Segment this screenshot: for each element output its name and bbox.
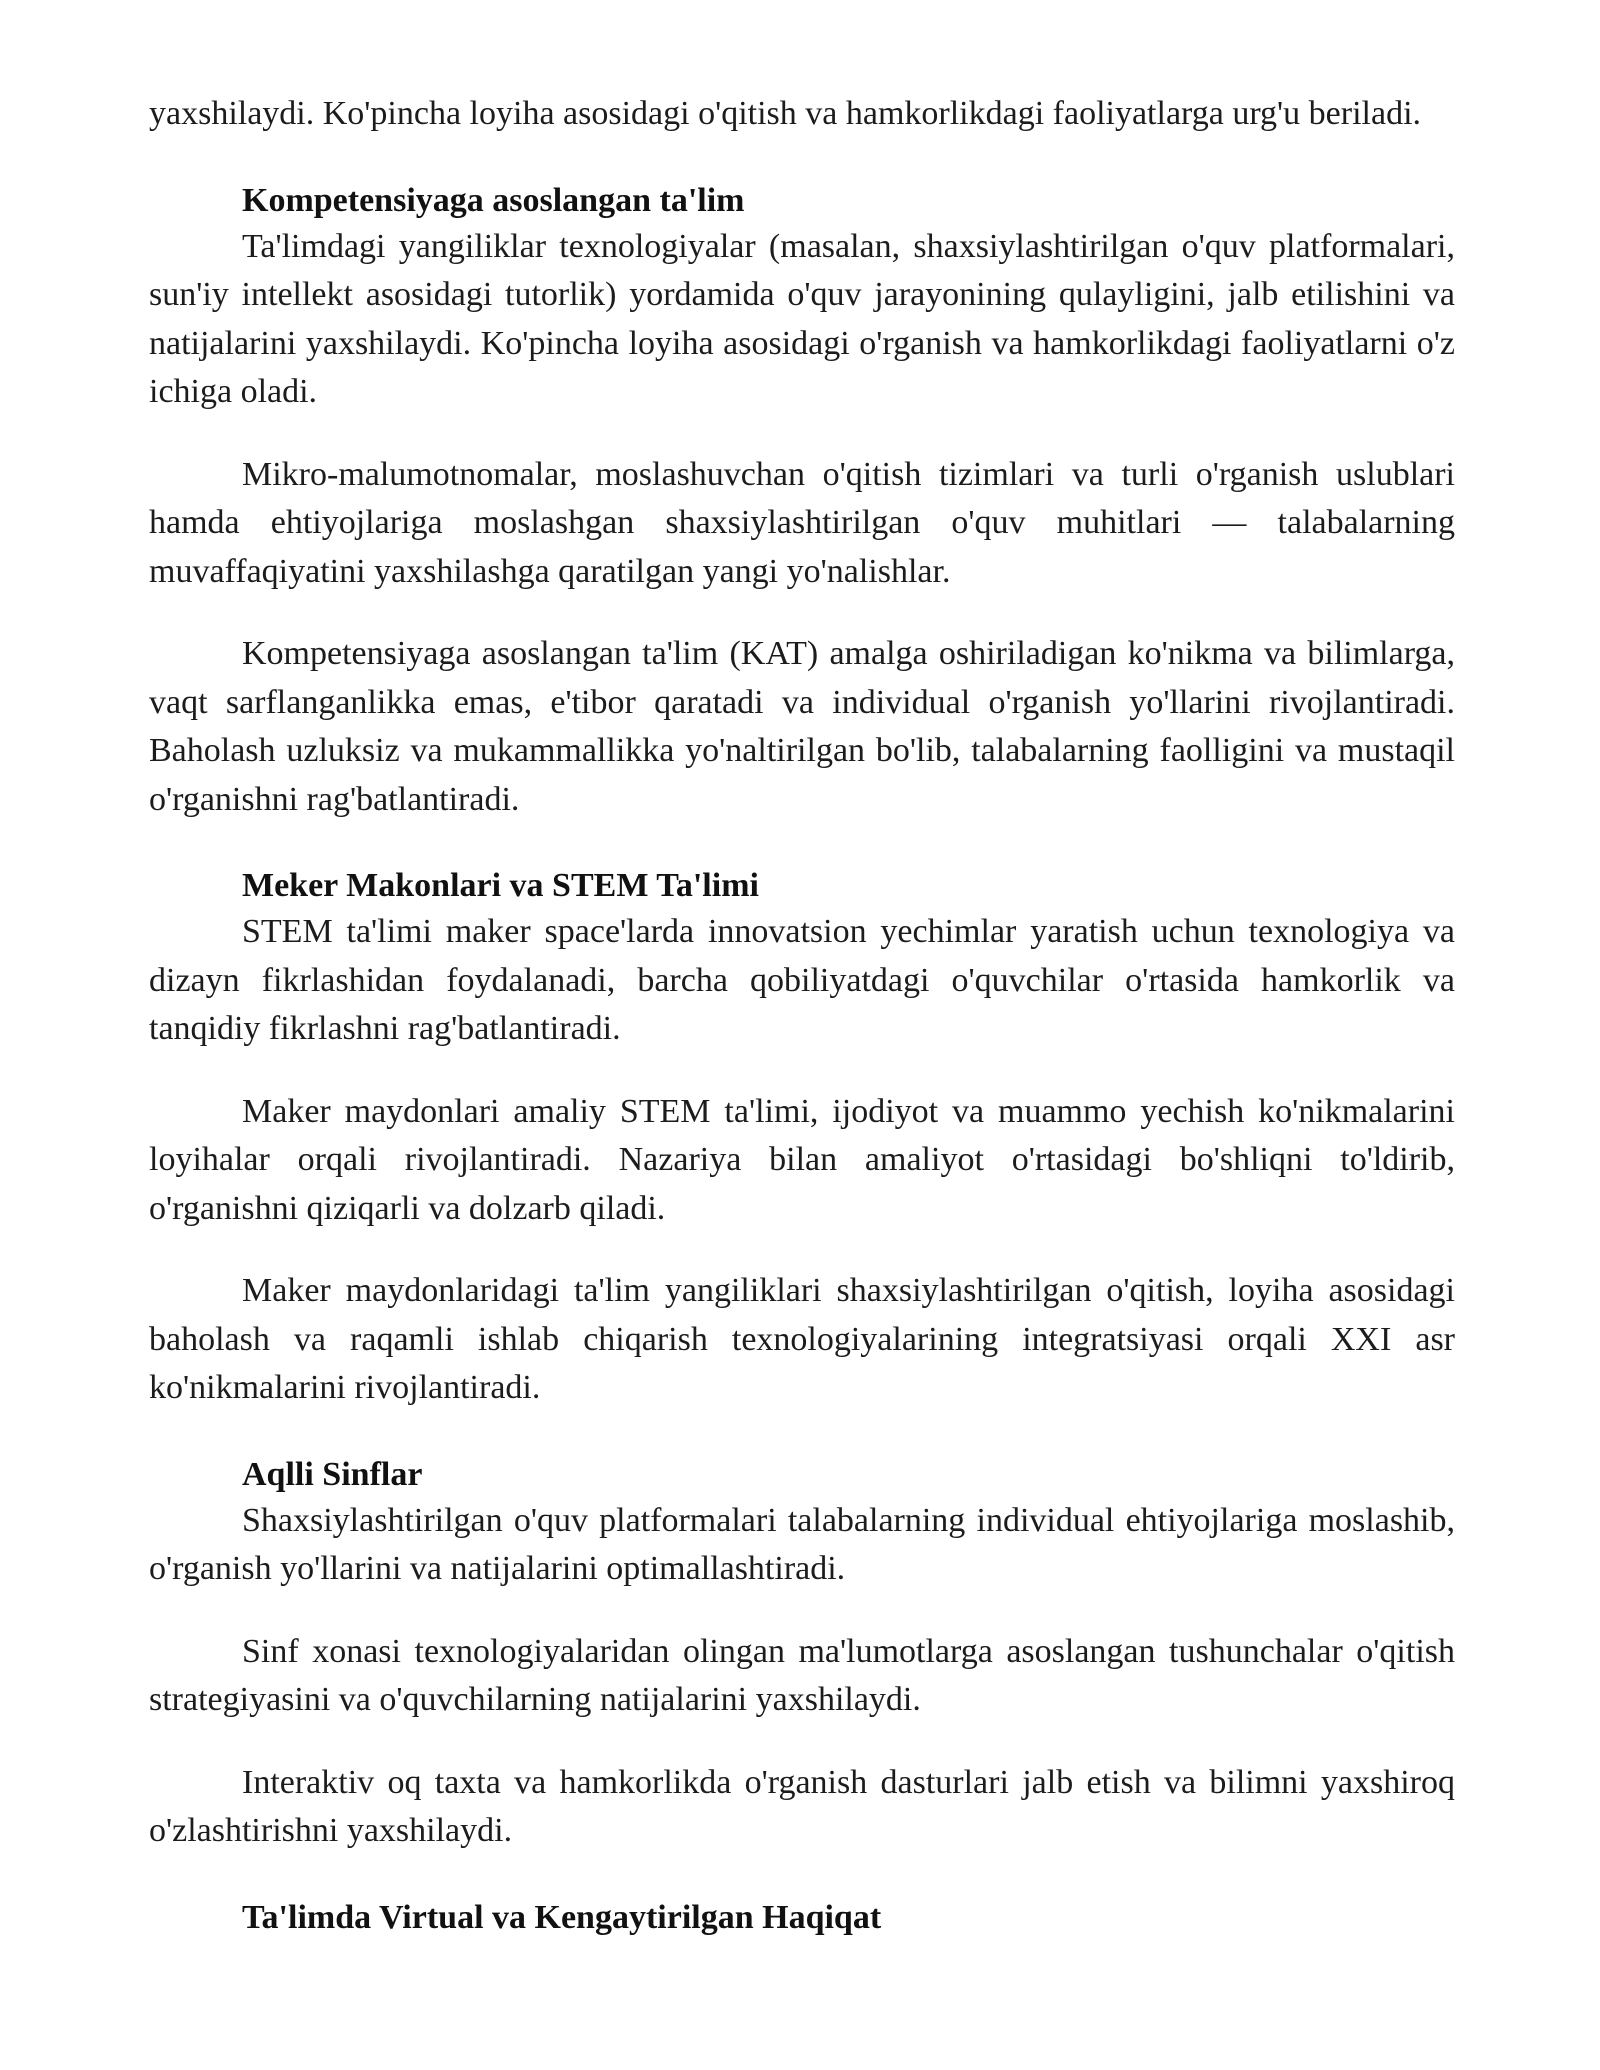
section-heading-maker-stem: Meker Makonlari va STEM Ta'limi <box>242 867 759 904</box>
document-page <box>149 90 1455 1940</box>
paragraph: STEM ta'limi maker space'larda innovatsion yechimlar yaratish uchun texnologiya va dizayn fikrlashidan foydalanadi, barcha qobiliyatdagi o'quvchilar o'rtasida hamkorlik va tanqidiy fikrlashni rag'batlantiradi. <box>149 913 1455 1047</box>
section-heading-competency: Kompetensiyaga asoslangan ta'lim <box>242 181 745 219</box>
paragraph: Mikro-malumotnomalar, moslashuvchan o'qitish tizimlari va turli o'rganish uslublari hamda ehtiyojlariga moslashgan shaxsiylashtirilgan o'quv muhitlari — talabalarning muvaffaqiyatini yaxshilashga qaratilgan yangi yo'nalishlar. <box>149 455 1455 590</box>
paragraph: Kompetensiyaga asoslangan ta'lim (KAT) amalga oshiriladigan ko'nikma va bilimlarga, vaqt sarflanganlikka emas, e'tibor qaratadi va individual o'rganish yo'llarini rivojlantiradi. Baholash uzluksiz va mukammallikka yo'naltirilgan bo'lib, talabalarning faolligini va mustaqil o'rganishni rag'batlantiradi. <box>149 635 1455 818</box>
paragraph: Sinf xonasi texnologiyalaridan olingan ma'lumotlarga asoslangan tushunchalar o'qitish strategiyasini va o'quvchilarning natijalarini yaxshilaydi. <box>149 1632 1455 1718</box>
intro-paragraph: yaxshilaydi. Ko'pincha loyiha asosidagi o'qitish va hamkorlikdagi faoliyatlarga urg'u beriladi. <box>149 95 1422 132</box>
paragraph: Maker maydonlaridagi ta'lim yangiliklari shaxsiylashtirilgan o'qitish, loyiha asosidagi baholash va raqamli ishlab chiqarish texnologiyalarining integratsiyasi orqali XXI asr ko'nikmalarini rivojlantiradi. <box>149 1272 1455 1406</box>
paragraph: Interaktiv oq taxta va hamkorlikda o'rganish dasturlari jalb etish va bilimni yaxshiroq o'zlashtirishni yaxshilaydi. <box>149 1763 1455 1849</box>
section-heading-vr-ar: Ta'limda Virtual va Kengaytirilgan Haqiqat <box>242 1898 882 1936</box>
paragraph: Shaxsiylashtirilgan o'quv platformalari talabalarning individual ehtiyojlariga moslashib, o'rganish yo'llarini va natijalarini optimallashtiradi. <box>149 1501 1455 1587</box>
paragraph: Maker maydonlari amaliy STEM ta'limi, ijodiyot va muammo yechish ko'nikmalarini loyihalar orqali rivojlantiradi. Nazariya bilan amaliyot o'rtasidagi bo'shliqni to'ldirib, o'rganishni qiziqarli va dolzarb qiladi. <box>149 1092 1455 1227</box>
paragraph: Ta'limdagi yangiliklar texnologiyalar (masalan, shaxsiylashtirilgan o'quv platformalari, sun'iy intellekt asosidagi tutorlik) yordamida o'quv jarayonining qulayligini, jalb etilishini va natijalarini yaxshilaydi. Ko'pincha loyiha asosidagi o'rganish va hamkorlikdagi faoliyatlarni o'z ichiga oladi. <box>149 227 1455 410</box>
section-heading-smart-classrooms: Aqlli Sinflar <box>242 1455 423 1493</box>
